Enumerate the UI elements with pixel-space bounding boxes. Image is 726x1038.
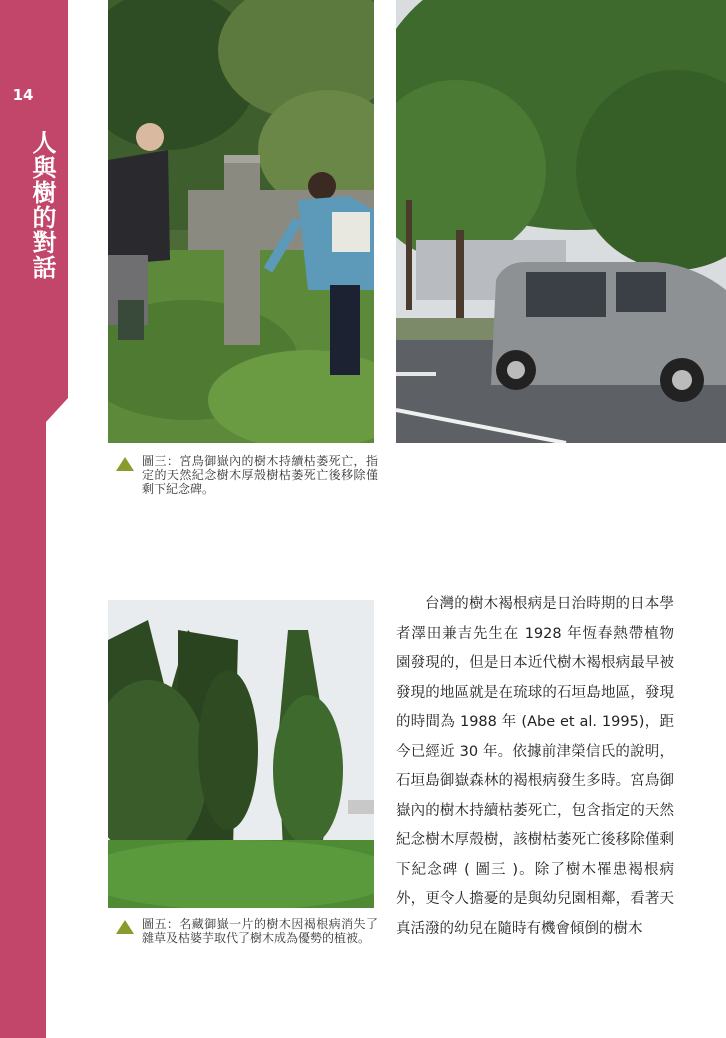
body-paragraph: 台灣的樹木褐根病是日治時期的日本學者澤田兼吉先生在 1928 年恆春熱帶植物園發現的，但是日本近代樹木褐根病最早被發現的地區就是在琉球的石垣島地區，發現的時間為 1988 年 (Abe et al. 1995)，距今已經近 30 年。依據前津榮信氏的說明，石垣島御嶽森林的褐根病發生多時。宮鳥御嶽內的樹木持續枯萎死亡，包含指定的天然紀念樹木厚殼樹，該樹枯萎死亡後移除僅剩下紀念碑 ( 圖三 )。除了樹木罹患褐根病外，更令人擔憂的是與幼兒園相鄰，看著天真活潑的幼兒在隨時有機會傾倒的樹木 bbox=[396, 596, 674, 937]
caption-triangle-icon bbox=[116, 920, 134, 934]
photo-street-tree bbox=[396, 0, 726, 443]
photo-vine-trees bbox=[108, 600, 374, 908]
caption-text: 圖五：名藏御嶽一片的樹木因褐根病消失了雜草及枯婆芋取代了樹木成為優勢的植被。 bbox=[142, 917, 378, 945]
caption-text: 圖三：宮鳥御嶽內的樹木持續枯萎死亡，指定的天然紀念樹木厚殼樹枯萎死亡後移除僅剩下紀念碑。 bbox=[142, 454, 378, 496]
photo-monument bbox=[108, 0, 374, 443]
caption-figure-5 bbox=[116, 917, 378, 945]
caption-figure-3 bbox=[116, 454, 378, 496]
page-number: 14 bbox=[12, 86, 34, 104]
caption-triangle-icon bbox=[116, 457, 134, 471]
chapter-title: 人與樹的對話 bbox=[28, 130, 56, 280]
